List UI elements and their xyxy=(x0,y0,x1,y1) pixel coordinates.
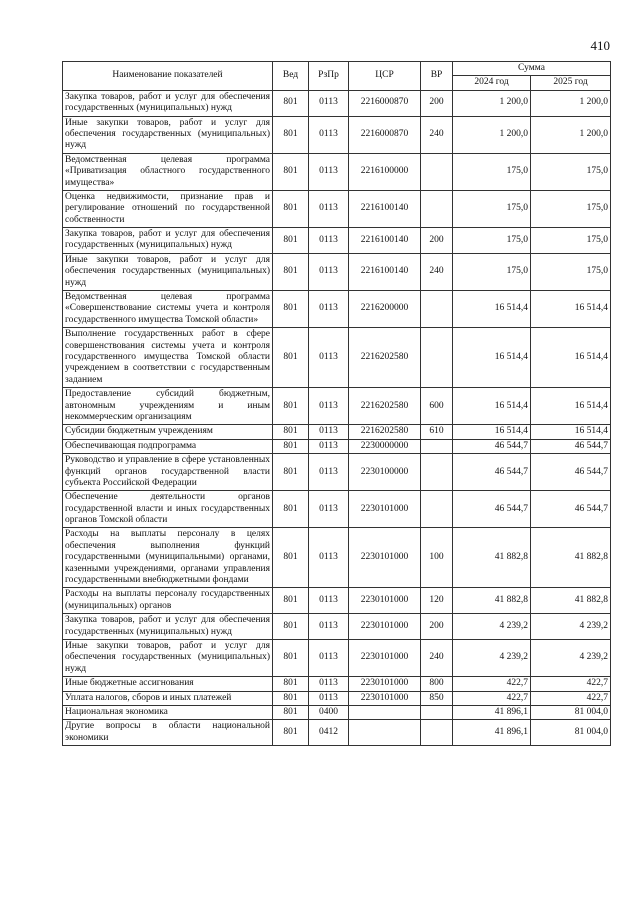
row-name: Предоставление субсидий бюджетным, автономным учреждениям и иным некоммерческим организациям xyxy=(63,388,273,425)
row-sum-2025: 175,0 xyxy=(531,228,611,254)
table-row xyxy=(63,639,611,676)
row-sum-2025: 422,7 xyxy=(531,677,611,691)
table-header xyxy=(63,62,611,91)
row-vr: 120 xyxy=(421,588,453,614)
row-name: Руководство и управление в сфере установленных функций органов государственной власти субъекта Российской Федерации xyxy=(63,454,273,491)
row-csr: 2216000870 xyxy=(349,116,421,153)
row-vr: 200 xyxy=(421,228,453,254)
row-sum-2024: 41 882,8 xyxy=(453,528,531,588)
row-csr: 2216100140 xyxy=(349,228,421,254)
table-row xyxy=(63,454,611,491)
row-rzpr: 0113 xyxy=(309,116,349,153)
row-sum-2025: 41 882,8 xyxy=(531,528,611,588)
row-rzpr: 0113 xyxy=(309,228,349,254)
row-csr: 2216100000 xyxy=(349,153,421,190)
table-row xyxy=(63,90,611,116)
table-row xyxy=(63,528,611,588)
row-vr: 850 xyxy=(421,691,453,705)
row-sum-2024: 16 514,4 xyxy=(453,328,531,388)
row-vr xyxy=(421,291,453,328)
row-rzpr: 0113 xyxy=(309,291,349,328)
row-ved: 801 xyxy=(273,720,309,746)
row-name: Иные закупки товаров, работ и услуг для обеспечения государственных (муниципальных) нужд xyxy=(63,253,273,290)
row-rzpr: 0113 xyxy=(309,614,349,640)
row-name: Выполнение государственных работ в сфере совершенствования системы учета и контроля государственного имущества Томской области учреждением в соответствии с государственным заданием xyxy=(63,328,273,388)
table-row xyxy=(63,614,611,640)
row-sum-2025: 16 514,4 xyxy=(531,388,611,425)
row-ved: 801 xyxy=(273,705,309,719)
row-csr: 2216100140 xyxy=(349,253,421,290)
row-csr: 2216202580 xyxy=(349,388,421,425)
row-sum-2024: 1 200,0 xyxy=(453,116,531,153)
row-ved: 801 xyxy=(273,454,309,491)
row-csr: 2230101000 xyxy=(349,691,421,705)
row-vr xyxy=(421,439,453,453)
budget-table xyxy=(62,61,611,746)
table-row xyxy=(63,153,611,190)
table-row xyxy=(63,228,611,254)
row-rzpr: 0412 xyxy=(309,720,349,746)
row-ved: 801 xyxy=(273,228,309,254)
table-row xyxy=(63,291,611,328)
row-sum-2025: 16 514,4 xyxy=(531,425,611,439)
row-name: Иные закупки товаров, работ и услуг для обеспечения государственных (муниципальных) нужд xyxy=(63,116,273,153)
row-sum-2024: 175,0 xyxy=(453,190,531,227)
row-sum-2025: 4 239,2 xyxy=(531,639,611,676)
row-sum-2025: 46 544,7 xyxy=(531,454,611,491)
header-year-2024: 2024 год xyxy=(453,76,531,90)
row-sum-2025: 4 239,2 xyxy=(531,614,611,640)
row-csr: 2216202580 xyxy=(349,328,421,388)
row-vr xyxy=(421,153,453,190)
header-sum: Сумма xyxy=(453,62,611,76)
table-body xyxy=(63,90,611,745)
row-csr: 2230000000 xyxy=(349,439,421,453)
table-row xyxy=(63,328,611,388)
row-csr: 2230101000 xyxy=(349,528,421,588)
row-sum-2024: 4 239,2 xyxy=(453,639,531,676)
row-sum-2025: 81 004,0 xyxy=(531,705,611,719)
row-name: Расходы на выплаты персоналу государственных (муниципальных) органов xyxy=(63,588,273,614)
table-row xyxy=(63,425,611,439)
table-row xyxy=(63,588,611,614)
table-row xyxy=(63,491,611,528)
row-sum-2024: 175,0 xyxy=(453,153,531,190)
table-row xyxy=(63,388,611,425)
row-sum-2024: 422,7 xyxy=(453,691,531,705)
table-row xyxy=(63,720,611,746)
row-sum-2025: 46 544,7 xyxy=(531,439,611,453)
row-vr: 200 xyxy=(421,90,453,116)
row-ved: 801 xyxy=(273,528,309,588)
row-csr: 2230101000 xyxy=(349,588,421,614)
row-csr: 2230101000 xyxy=(349,639,421,676)
row-name: Иные бюджетные ассигнования xyxy=(63,677,273,691)
table-row xyxy=(63,691,611,705)
row-rzpr: 0113 xyxy=(309,677,349,691)
row-sum-2025: 16 514,4 xyxy=(531,291,611,328)
row-csr: 2230101000 xyxy=(349,491,421,528)
row-ved: 801 xyxy=(273,291,309,328)
row-ved: 801 xyxy=(273,253,309,290)
header-ved: Вед xyxy=(273,62,309,91)
row-ved: 801 xyxy=(273,328,309,388)
row-rzpr: 0113 xyxy=(309,639,349,676)
row-name: Субсидии бюджетным учреждениям xyxy=(63,425,273,439)
row-rzpr: 0113 xyxy=(309,153,349,190)
row-ved: 801 xyxy=(273,491,309,528)
row-vr xyxy=(421,454,453,491)
row-rzpr: 0113 xyxy=(309,528,349,588)
row-vr xyxy=(421,190,453,227)
row-sum-2024: 1 200,0 xyxy=(453,90,531,116)
row-vr: 240 xyxy=(421,639,453,676)
row-rzpr: 0113 xyxy=(309,491,349,528)
row-sum-2024: 16 514,4 xyxy=(453,425,531,439)
row-rzpr: 0113 xyxy=(309,388,349,425)
header-year-2025: 2025 год xyxy=(531,76,611,90)
row-sum-2025: 41 882,8 xyxy=(531,588,611,614)
row-csr: 2216100140 xyxy=(349,190,421,227)
row-ved: 801 xyxy=(273,425,309,439)
row-csr: 2216202580 xyxy=(349,425,421,439)
row-sum-2025: 81 004,0 xyxy=(531,720,611,746)
row-sum-2024: 16 514,4 xyxy=(453,388,531,425)
row-name: Другие вопросы в области национальной экономики xyxy=(63,720,273,746)
row-rzpr: 0400 xyxy=(309,705,349,719)
row-name: Закупка товаров, работ и услуг для обеспечения государственных (муниципальных) нужд xyxy=(63,228,273,254)
row-vr xyxy=(421,720,453,746)
row-csr: 2230101000 xyxy=(349,677,421,691)
row-ved: 801 xyxy=(273,190,309,227)
row-sum-2024: 41 896,1 xyxy=(453,720,531,746)
row-rzpr: 0113 xyxy=(309,253,349,290)
row-name: Уплата налогов, сборов и иных платежей xyxy=(63,691,273,705)
row-ved: 801 xyxy=(273,639,309,676)
row-ved: 801 xyxy=(273,153,309,190)
row-rzpr: 0113 xyxy=(309,588,349,614)
header-name: Наименование показателей xyxy=(63,62,273,91)
row-name: Национальная экономика xyxy=(63,705,273,719)
row-csr: 2216000870 xyxy=(349,90,421,116)
row-vr: 200 xyxy=(421,614,453,640)
row-csr: 2230101000 xyxy=(349,614,421,640)
row-vr xyxy=(421,705,453,719)
row-sum-2025: 422,7 xyxy=(531,691,611,705)
row-ved: 801 xyxy=(273,439,309,453)
row-rzpr: 0113 xyxy=(309,190,349,227)
row-vr: 800 xyxy=(421,677,453,691)
row-sum-2024: 16 514,4 xyxy=(453,291,531,328)
row-rzpr: 0113 xyxy=(309,328,349,388)
row-name: Закупка товаров, работ и услуг для обеспечения государственных (муниципальных) нужд xyxy=(63,614,273,640)
table-row xyxy=(63,705,611,719)
table-row xyxy=(63,677,611,691)
row-ved: 801 xyxy=(273,677,309,691)
row-sum-2025: 1 200,0 xyxy=(531,116,611,153)
row-sum-2024: 422,7 xyxy=(453,677,531,691)
row-rzpr: 0113 xyxy=(309,691,349,705)
row-vr xyxy=(421,491,453,528)
row-name: Закупка товаров, работ и услуг для обеспечения государственных (муниципальных) нужд xyxy=(63,90,273,116)
row-sum-2025: 16 514,4 xyxy=(531,328,611,388)
row-sum-2025: 175,0 xyxy=(531,253,611,290)
row-sum-2024: 175,0 xyxy=(453,253,531,290)
row-rzpr: 0113 xyxy=(309,454,349,491)
row-vr: 610 xyxy=(421,425,453,439)
page-number: 410 xyxy=(590,38,610,53)
row-sum-2025: 175,0 xyxy=(531,153,611,190)
row-sum-2024: 46 544,7 xyxy=(453,454,531,491)
row-name: Оценка недвижимости, признание прав и регулирование отношений по государственной собственности xyxy=(63,190,273,227)
table-row xyxy=(63,439,611,453)
row-name: Расходы на выплаты персоналу в целях обеспечения выполнения функций государственными (муниципальными) органами, казенными учреждениями, органами управления государственными внебюджетными фондами xyxy=(63,528,273,588)
row-ved: 801 xyxy=(273,388,309,425)
table-row xyxy=(63,116,611,153)
row-sum-2024: 41 896,1 xyxy=(453,705,531,719)
table-row xyxy=(63,253,611,290)
row-sum-2025: 1 200,0 xyxy=(531,90,611,116)
row-sum-2024: 41 882,8 xyxy=(453,588,531,614)
row-csr xyxy=(349,705,421,719)
row-vr: 240 xyxy=(421,253,453,290)
row-sum-2024: 175,0 xyxy=(453,228,531,254)
row-ved: 801 xyxy=(273,90,309,116)
row-ved: 801 xyxy=(273,116,309,153)
row-sum-2025: 175,0 xyxy=(531,190,611,227)
header-vr: ВР xyxy=(421,62,453,91)
row-name: Обеспечивающая подпрограмма xyxy=(63,439,273,453)
row-sum-2024: 46 544,7 xyxy=(453,491,531,528)
header-csr: ЦСР xyxy=(349,62,421,91)
row-ved: 801 xyxy=(273,691,309,705)
row-sum-2024: 46 544,7 xyxy=(453,439,531,453)
row-name: Обеспечение деятельности органов государственной власти и иных государственных органов Томской области xyxy=(63,491,273,528)
row-name: Ведомственная целевая программа «Совершенствование системы учета и контроля государственного имущества Томской области» xyxy=(63,291,273,328)
row-name: Ведомственная целевая программа «Приватизация областного государственного имущества» xyxy=(63,153,273,190)
row-vr xyxy=(421,328,453,388)
row-sum-2025: 46 544,7 xyxy=(531,491,611,528)
row-rzpr: 0113 xyxy=(309,425,349,439)
table-row xyxy=(63,190,611,227)
row-vr: 100 xyxy=(421,528,453,588)
row-name: Иные закупки товаров, работ и услуг для обеспечения государственных (муниципальных) нужд xyxy=(63,639,273,676)
row-csr xyxy=(349,720,421,746)
row-ved: 801 xyxy=(273,614,309,640)
row-rzpr: 0113 xyxy=(309,90,349,116)
row-sum-2024: 4 239,2 xyxy=(453,614,531,640)
row-rzpr: 0113 xyxy=(309,439,349,453)
row-csr: 2230100000 xyxy=(349,454,421,491)
row-vr: 240 xyxy=(421,116,453,153)
header-rzpr: РзПр xyxy=(309,62,349,91)
row-ved: 801 xyxy=(273,588,309,614)
row-csr: 2216200000 xyxy=(349,291,421,328)
row-vr: 600 xyxy=(421,388,453,425)
